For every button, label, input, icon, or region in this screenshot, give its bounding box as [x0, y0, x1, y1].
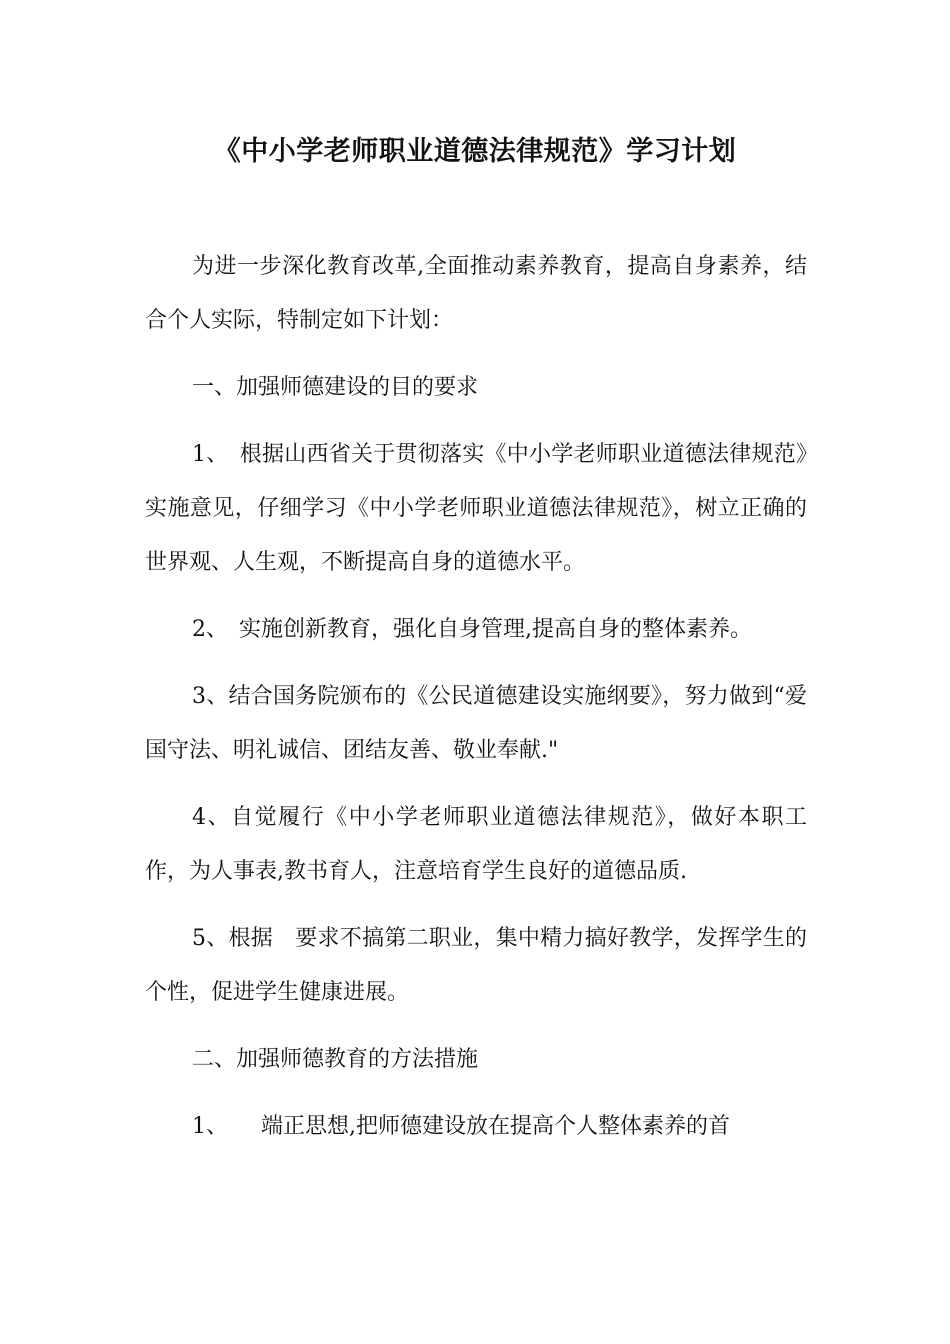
list-item-1-3: 3、结合国务院颁布的《公民道德建设实施纲要》，努力做到“爱国守法、明礼诚信、团结友善、敬业奉献." — [145, 684, 807, 763]
section-heading-2: 二、加强师德教育的方法措施 — [192, 1047, 479, 1072]
list-item-2-1: 1、 端正思想,把师德建设放在提高个人整体素养的首 — [192, 1114, 730, 1139]
intro-paragraph: 为进一步深化教育改革,全面推动素养教育，提高自身素养，结合个人实际，特制定如下计划： — [145, 254, 807, 333]
list-item-1-1: 1、 根据山西省关于贯彻落实《中小学老师职业道德法律规范》实施意见，仔细学习《中小学老师职业道德法律规范》，树立正确的世界观、人生观，不断提高自身的道德水平。 — [145, 442, 807, 575]
list-item-1-4: 4、自觉履行《中小学老师职业道德法律规范》，做好本职工作，为人事表,教书育人，注意培育学生良好的道德品质. — [145, 805, 807, 884]
section-heading-1: 一、加强师德建设的目的要求 — [192, 375, 479, 400]
list-item-1-5: 5、根据 要求不搞第二职业，集中精力搞好教学，发挥学生的个性，促进学生健康进展。 — [145, 926, 807, 1005]
list-item-1-2: 2、 实施创新教育，强化自身管理,提高自身的整体素养。 — [192, 617, 752, 642]
document-title: 《中小学老师职业道德法律规范》学习计划 — [213, 136, 737, 167]
document-body — [145, 240, 807, 1154]
